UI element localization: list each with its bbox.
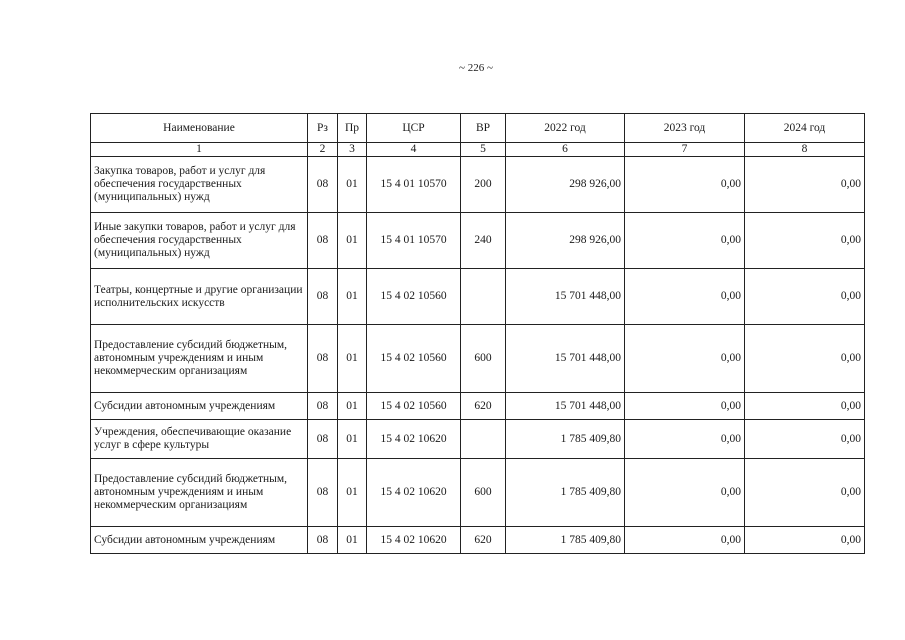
row-2022: 298 926,00 bbox=[506, 157, 625, 213]
column-number: 3 bbox=[338, 143, 367, 157]
row-name: Предоставление субсидий бюджетным, автономным учреждениям и иным некоммерческим организациям bbox=[91, 325, 308, 393]
budget-table bbox=[90, 113, 865, 554]
row-csr: 15 4 02 10620 bbox=[367, 459, 461, 527]
column-number: 8 bbox=[745, 143, 865, 157]
row-vr bbox=[461, 269, 506, 325]
row-2023: 0,00 bbox=[625, 393, 745, 420]
row-2024: 0,00 bbox=[745, 393, 865, 420]
row-name: Учреждения, обеспечивающие оказание услуг в сфере культуры bbox=[91, 420, 308, 459]
row-vr: 240 bbox=[461, 213, 506, 269]
column-number: 4 bbox=[367, 143, 461, 157]
row-2024: 0,00 bbox=[745, 527, 865, 554]
row-2024: 0,00 bbox=[745, 420, 865, 459]
row-name: Иные закупки товаров, работ и услуг для обеспечения государственных (муниципальных) нужд bbox=[91, 213, 308, 269]
header-2023: 2023 год bbox=[625, 114, 745, 143]
row-2022: 298 926,00 bbox=[506, 213, 625, 269]
column-number: 2 bbox=[308, 143, 338, 157]
table-row bbox=[91, 459, 865, 527]
header-rz: Рз bbox=[308, 114, 338, 143]
table-row bbox=[91, 527, 865, 554]
row-csr: 15 4 02 10620 bbox=[367, 420, 461, 459]
row-csr: 15 4 02 10560 bbox=[367, 393, 461, 420]
header-csr: ЦСР bbox=[367, 114, 461, 143]
row-vr: 200 bbox=[461, 157, 506, 213]
row-vr: 600 bbox=[461, 325, 506, 393]
row-pr: 01 bbox=[338, 459, 367, 527]
row-2023: 0,00 bbox=[625, 527, 745, 554]
row-2023: 0,00 bbox=[625, 157, 745, 213]
row-2024: 0,00 bbox=[745, 459, 865, 527]
table-row bbox=[91, 269, 865, 325]
row-rz: 08 bbox=[308, 527, 338, 554]
header-pr: Пр bbox=[338, 114, 367, 143]
row-2023: 0,00 bbox=[625, 269, 745, 325]
table-row bbox=[91, 213, 865, 269]
header-name: Наименование bbox=[91, 114, 308, 143]
column-number: 5 bbox=[461, 143, 506, 157]
row-rz: 08 bbox=[308, 213, 338, 269]
row-pr: 01 bbox=[338, 393, 367, 420]
row-vr: 620 bbox=[461, 393, 506, 420]
row-rz: 08 bbox=[308, 420, 338, 459]
column-number: 7 bbox=[625, 143, 745, 157]
row-2022: 15 701 448,00 bbox=[506, 325, 625, 393]
header-vr: ВР bbox=[461, 114, 506, 143]
row-rz: 08 bbox=[308, 459, 338, 527]
row-name: Закупка товаров, работ и услуг для обеспечения государственных (муниципальных) нужд bbox=[91, 157, 308, 213]
row-vr bbox=[461, 420, 506, 459]
row-csr: 15 4 01 10570 bbox=[367, 157, 461, 213]
row-vr: 620 bbox=[461, 527, 506, 554]
column-number: 1 bbox=[91, 143, 308, 157]
row-name: Субсидии автономным учреждениям bbox=[91, 527, 308, 554]
row-2023: 0,00 bbox=[625, 213, 745, 269]
column-number-row bbox=[91, 143, 865, 157]
row-pr: 01 bbox=[338, 269, 367, 325]
row-pr: 01 bbox=[338, 213, 367, 269]
row-2022: 15 701 448,00 bbox=[506, 269, 625, 325]
table-row bbox=[91, 325, 865, 393]
row-rz: 08 bbox=[308, 393, 338, 420]
row-csr: 15 4 02 10620 bbox=[367, 527, 461, 554]
table-row bbox=[91, 157, 865, 213]
row-2024: 0,00 bbox=[745, 213, 865, 269]
row-csr: 15 4 02 10560 bbox=[367, 325, 461, 393]
row-2023: 0,00 bbox=[625, 325, 745, 393]
row-2022: 1 785 409,80 bbox=[506, 459, 625, 527]
row-name: Предоставление субсидий бюджетным, автономным учреждениям и иным некоммерческим организациям bbox=[91, 459, 308, 527]
row-rz: 08 bbox=[308, 157, 338, 213]
row-2023: 0,00 bbox=[625, 420, 745, 459]
column-number: 6 bbox=[506, 143, 625, 157]
header-2022: 2022 год bbox=[506, 114, 625, 143]
row-csr: 15 4 01 10570 bbox=[367, 213, 461, 269]
row-pr: 01 bbox=[338, 420, 367, 459]
row-pr: 01 bbox=[338, 157, 367, 213]
row-2022: 15 701 448,00 bbox=[506, 393, 625, 420]
table-row bbox=[91, 420, 865, 459]
row-2024: 0,00 bbox=[745, 157, 865, 213]
row-2022: 1 785 409,80 bbox=[506, 527, 625, 554]
header-2024: 2024 год bbox=[745, 114, 865, 143]
row-2023: 0,00 bbox=[625, 459, 745, 527]
row-rz: 08 bbox=[308, 325, 338, 393]
row-vr: 600 bbox=[461, 459, 506, 527]
row-2024: 0,00 bbox=[745, 269, 865, 325]
table-row bbox=[91, 393, 865, 420]
row-pr: 01 bbox=[338, 527, 367, 554]
row-2024: 0,00 bbox=[745, 325, 865, 393]
row-2022: 1 785 409,80 bbox=[506, 420, 625, 459]
row-name: Субсидии автономным учреждениям bbox=[91, 393, 308, 420]
row-pr: 01 bbox=[338, 325, 367, 393]
row-name: Театры, концертные и другие организации исполнительских искусств bbox=[91, 269, 308, 325]
table-header-row bbox=[91, 114, 865, 143]
row-rz: 08 bbox=[308, 269, 338, 325]
row-csr: 15 4 02 10560 bbox=[367, 269, 461, 325]
page-number: ~ 226 ~ bbox=[459, 62, 493, 74]
